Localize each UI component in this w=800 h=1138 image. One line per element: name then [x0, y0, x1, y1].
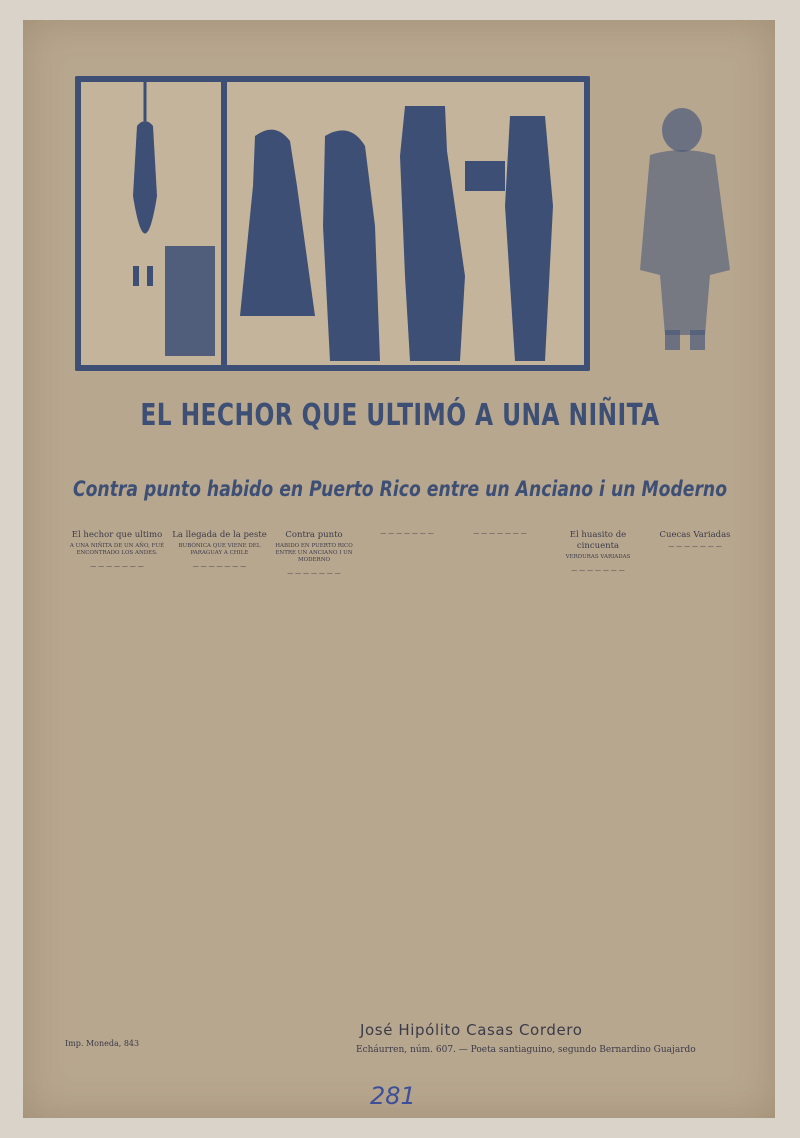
column-heading: La llegada de la peste — [172, 530, 267, 540]
column-5: — — — — — — — — [473, 530, 527, 537]
column-subheading: BUBÓNICA QUE VIENE DEL PARAGUAY A CHILE — [178, 543, 261, 556]
column-1: El hechor que ultimo A UNA NIÑITA DE UN AÑO, FUÉ ENCONTRADO LOS ANDES. — — — — — — — — [62, 530, 172, 1025]
column-heading: Contra punto — [285, 530, 343, 540]
column-4: — — — — — — — — [380, 530, 434, 537]
column-3: Contra punto HABIDO EN PUERTO RICO ENTRE UN ANCIANO I UN MODERNO — — — — — — — — [268, 530, 360, 1025]
handwritten-number: 281 — [370, 1082, 416, 1110]
page-subtitle: Contra punto habido en Puerto Rico entre un Anciano i un Moderno — [72, 477, 728, 501]
woodcut-illustration — [75, 76, 590, 371]
page-title: EL HECHOR QUE ULTIMÓ A UNA NIÑITA — [140, 398, 660, 433]
author-address: Echáurren, núm. 607. — Poeta santiaguino, segundo Bernardino Guajardo — [356, 1045, 696, 1055]
column-7: Cuecas Variadas — — — — — — — — [650, 530, 740, 1025]
column-6: El huasito de cincuenta VERDURAS VARIADAS — — — — — — — — [548, 530, 648, 1025]
column-heading: Cuecas Variadas — [659, 530, 731, 540]
column-subheading: HABIDO EN PUERTO RICO ENTRE UN ANCIANO I UN MODERNO — [275, 543, 353, 563]
column-subheading: A UNA NIÑITA DE UN AÑO, FUÉ ENCONTRADO LOS ANDES. — [69, 543, 165, 556]
author-name: José Hipólito Casas Cordero — [360, 1021, 583, 1039]
column-heading: El huasito de cincuenta — [569, 530, 627, 551]
column-heading: El hechor que ultimo — [71, 530, 163, 540]
column-subheading: VERDURAS VARIADAS — [565, 554, 631, 560]
column-2: La llegada de la peste BUBÓNICA QUE VIENE DEL PARAGUAY A CHILE — — — — — — — — [172, 530, 267, 570]
side-figure-woodcut — [620, 100, 750, 355]
imprint-line: Imp. Moneda, 843 — [65, 1039, 140, 1048]
